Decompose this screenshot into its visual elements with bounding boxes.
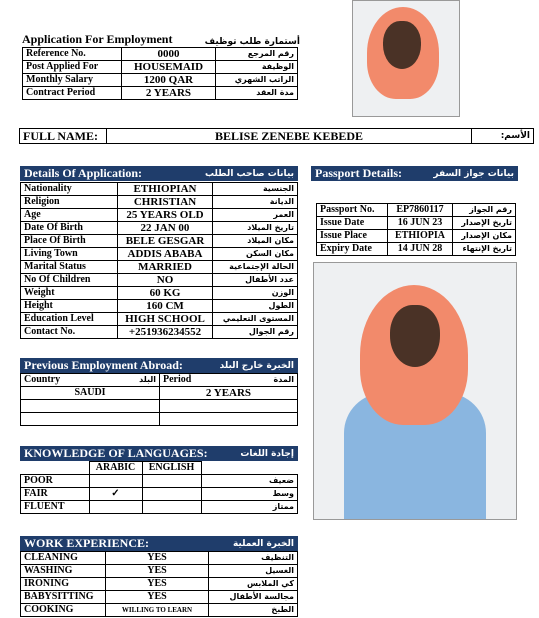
header-table [22, 47, 298, 100]
table-row: Living Town ADDIS ABABA مكان السكن [21, 248, 298, 261]
table-row: Education Level HIGH SCHOOL المستوى التعليمي [21, 313, 298, 326]
table-row: Post Applied For HOUSEMAID الوظيفة [23, 61, 298, 74]
table-row: IRONING YES كي الملابس [21, 578, 298, 591]
previous-employment-header: Previous Employment Abroad: الخبرة خارج البلد [20, 358, 298, 373]
headshot-photo [352, 0, 460, 117]
passport-header: Passport Details: بيانات جواز السفر [311, 166, 518, 181]
application-title-ar: أستمارة طلب توظيف [204, 37, 300, 47]
table-row: Contact No. +251936234552 رقم الجوال [21, 326, 298, 339]
table-row: Issue Date 16 JUN 23 تاريخ الإصدار [317, 217, 516, 230]
table-row: Reference No. 0000 رقم المرجع [23, 48, 298, 61]
previous-employment-section [20, 358, 298, 426]
full-name-value: BELISE ZENEBE KEBEDE [107, 129, 472, 144]
application-header [22, 33, 300, 100]
work-experience-header: WORK EXPERIENCE: الخبرة العملية [20, 536, 298, 551]
full-name-label: FULL NAME: [20, 129, 107, 144]
work-experience-table [20, 551, 298, 617]
languages-section [20, 446, 298, 514]
table-row: BABYSITTING YES مجالسة الأطفال [21, 591, 298, 604]
table-row: Age 25 YEARS OLD العمر [21, 209, 298, 222]
table-row: SAUDI 2 YEARS [21, 387, 298, 400]
full-name-row [19, 128, 534, 144]
work-experience-section [20, 536, 298, 617]
table-row: Issue Place ETHIOPIA مكان الإصدار [317, 230, 516, 243]
details-header: Details Of Application: بيانات صاحب الطلب [20, 166, 298, 181]
languages-header: KNOWLEDGE OF LANGUAGES: إجادة اللغات [20, 446, 298, 461]
table-row: FLUENT ممتاز [21, 501, 298, 514]
table-row: COOKING WILLING TO LEARN الطبخ [21, 604, 298, 617]
details-table [20, 182, 298, 339]
full-body-photo [313, 262, 517, 520]
table-row: Nationality ETHIOPIAN الجنسية [21, 183, 298, 196]
table-row: WASHING YES الغسيل [21, 565, 298, 578]
application-title: Application For Employment [22, 32, 173, 46]
table-row: Country البلد Period المدة [21, 374, 298, 387]
table-row: Weight 60 KG الوزن [21, 287, 298, 300]
table-row: No Of Children NO عدد الأطفال [21, 274, 298, 287]
previous-employment-table [20, 373, 298, 426]
table-row [21, 413, 298, 426]
table-row: Height 160 CM الطول [21, 300, 298, 313]
table-row: FAIR ✓ وسط [21, 488, 298, 501]
table-row: Contract Period 2 YEARS مدة العقد [23, 87, 298, 100]
table-row: Religion CHRISTIAN الديانة [21, 196, 298, 209]
table-row: CLEANING YES التنظيف [21, 552, 298, 565]
table-row: Expiry Date 14 JUN 28 تاريخ الإنتهاء [317, 243, 516, 256]
table-row: Date Of Birth 22 JAN 00 تاريخ الميلاد [21, 222, 298, 235]
table-row [21, 400, 298, 413]
table-row: Marital Status MARRIED الحالة الإجتماعية [21, 261, 298, 274]
table-row: Monthly Salary 1200 QAR الراتب الشهري [23, 74, 298, 87]
full-name-label-ar: الأسم: [472, 129, 534, 144]
table-row: Passport No. EP7860117 رقم الجواز [317, 204, 516, 217]
languages-table [20, 461, 298, 514]
table-row: POOR ضعيف [21, 475, 298, 488]
details-section [20, 166, 298, 339]
passport-table [316, 203, 516, 256]
table-row: ARABIC ENGLISH [21, 462, 298, 475]
table-row: Place Of Birth BELE GESGAR مكان الميلاد [21, 235, 298, 248]
check-icon: ✓ [89, 488, 142, 501]
